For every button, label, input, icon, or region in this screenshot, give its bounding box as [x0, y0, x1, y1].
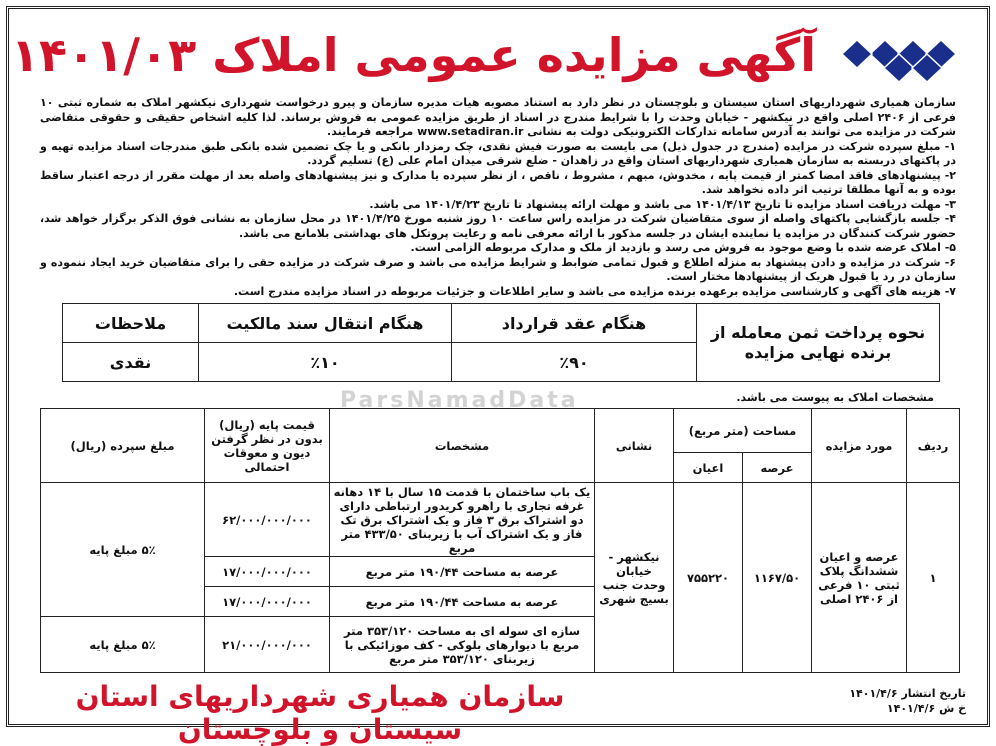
property-address: نیکشهر - خیابان وحدت جنب بسیج شهری: [595, 483, 674, 673]
notes-header: ملاحظات: [63, 304, 199, 343]
col-building-header: اعیان: [674, 453, 743, 483]
notice-title: آگهی مزایده عمومی املاک ۱۴۰۱/۰۳: [10, 28, 816, 82]
publish-dates: [849, 686, 966, 716]
spec-line: عرصه به مساحت ۱۹۰/۴۴ متر مربع: [330, 587, 595, 617]
spec-line: سازه ای سوله ای به مساحت ۳۵۳/۱۲۰ متر مربع با دیوارهای بلوکی - کف موزائیکی با زیربنای ۳۵۳/۱۲۰ متر مربع: [330, 617, 595, 673]
code-date: خ ش ۱۴۰۱/۴/۶: [886, 702, 966, 715]
issuer-name: سازمان همیاری شهرداریهای استان سیستان و بلوچستان: [75, 680, 565, 746]
col-land-header: عرصه: [743, 453, 812, 483]
condition-3: ۳- مهلت دریافت اسناد مزایده تا تاریخ ۱۴۰۱/۴/۱۳ می باشد و مهلت ارائه پیشنهاد تا تاریخ ۱۴۰۱/۴/۲۳ می باشد.: [369, 197, 956, 211]
col-item-header: مورد مزایده: [812, 409, 907, 483]
col-address-header: نشانی: [595, 409, 674, 483]
payment-terms-table: [62, 303, 940, 382]
transfer-share: ٪۱۰: [199, 343, 452, 382]
contract-share: ٪۹۰: [452, 343, 697, 382]
condition-4: ۴- جلسه بازگشایی پاکتهای واصله از سوی متقاضیان شرکت در مزایده راس ساعت ۱۰ روز شنبه مورخ ۱۴۰۱/۴/۲۵ در محل سازمان به نشانی فوق الذکر برگزار خواهد شد، حضور شرکت کنندگان در مزایده یا نماینده ایشان در جلسه مذکور با ارائه معرفی نامه و رعایت پروتکل های بهداشتی بلامانع می باشد.: [40, 212, 956, 240]
col-deposit-header: مبلغ سپرده (ریال): [41, 409, 205, 483]
watermark: ParsNamadData: [340, 388, 579, 413]
condition-6: ۶- شرکت در مزایده و دادن پیشنهاد به منزله اطلاع و قبول تمامی ضوابط و شرایط مزایده می باشد و صرف شرکت در مزایده حقی را برای متقاضیان خرید ایجاد ننموده و سازمان در رد یا قبول هریک از پیشنهادها مختار است.: [40, 255, 956, 283]
deposit-amount: ۵٪ مبلغ پایه: [41, 617, 205, 673]
building-area: ۷۵۵۲۲۰: [674, 483, 743, 673]
col-price-header: قیمت پایه (ریال) بدون در نظر گرفتن دیون و معوقات احتمالی: [205, 409, 330, 483]
base-price: ۶۲/۰۰۰/۰۰۰/۰۰۰: [205, 483, 330, 557]
deposit-amount: ۵٪ مبلغ پایه: [41, 483, 205, 617]
publish-date: تاریخ انتشار ۱۴۰۱/۴/۶: [849, 687, 966, 700]
land-area: ۱۱۶۷/۵۰: [743, 483, 812, 673]
contract-header: هنگام عقد قرارداد: [452, 304, 697, 343]
condition-1: ۱- مبلغ سپرده شرکت در مزایده (مندرج در جدول ذیل) می بایست به صورت فیش نقدی، چک رمزدار بانکی و یا چک تضمین شده بانکی طبق مندرجات اسناد مزایده تهیه و در پاکتهای دربسته به سازمان همیاری شهرداریهای استان واقع در زاهدان - ضلع شرقی میدان امام علی (ع) تسلیم گردد.: [40, 139, 956, 167]
specs-note: مشخصات املاک به پیوست می باشد.: [736, 391, 934, 404]
base-price: ۱۷/۰۰۰/۰۰۰/۰۰۰: [205, 587, 330, 617]
auction-item: عرصه و اعیان ششدانگ پلاک ثبتی ۱۰ فرعی از ۲۴۰۶ اصلی: [812, 483, 907, 673]
base-price: ۱۷/۰۰۰/۰۰۰/۰۰۰: [205, 557, 330, 587]
spec-line: عرصه به مساحت ۱۹۰/۴۴ متر مربع: [330, 557, 595, 587]
condition-2: ۲- پیشنهادهای فاقد امضا کمتر از قیمت پایه ، مخدوش، مبهم ، مشروط ، ناقص ، از نظر سپرده یا مدارک و نیز پیشنهادهای واصله بعد از مهلت مقرر از درجه اعتبار ساقط بوده و به آنها مطلقا ترتیب اثر داده نخواهد شد.: [40, 168, 956, 196]
condition-5: ۵- املاک عرضه شده با وضع موجود به فروش می رسد و بازدید از ملک و مدارک مربوطه الزامی است.: [410, 241, 956, 254]
col-area-header: مساحت (متر مربع): [674, 409, 812, 453]
transfer-header: هنگام انتقال سند مالکیت: [199, 304, 452, 343]
property-table: [40, 408, 960, 673]
payment-notes: نقدی: [63, 343, 199, 382]
notice-body: [40, 96, 956, 299]
col-specs-header: مشخصات: [330, 409, 595, 483]
base-price: ۲۱/۰۰۰/۰۰۰/۰۰۰: [205, 617, 330, 673]
col-row-header: ردیف: [907, 409, 960, 483]
payment-method-header: نحوه پرداخت ثمن معامله از برنده نهایی مزایده: [697, 304, 940, 382]
row-number: ۱: [907, 483, 960, 673]
intro-paragraph: سازمان همیاری شهرداریهای استان سیستان و بلوچستان در نظر دارد به استناد مصوبه هیات مدیره سازمان و پیرو درخواست شهرداری نیکشهر املاک به شماره ثبتی ۱۰ فرعی از ۲۴۰۶ اصلی واقع در نیکشهر - خیابان وحدت را با شرایط مندرج در اسناد از طریق مزایده عمومی به فروش برساند. لذا کلیه اشخاص حقیقی و حقوقی متقاضی شرکت در مزایده می توانند به آدرس سامانه تدارکات الکترونیکی دولت به نشانی www.setadiran.ir مراجعه فرمایند.: [40, 96, 956, 138]
condition-7: ۷- هزینه های آگهی و کارشناسی مزایده برعهده برنده مزایده می باشد و سایر اطلاعات و جزئیات مربوطه در اسناد مزایده مندرج است.: [233, 284, 956, 298]
spec-line: یک باب ساختمان با قدمت ۱۵ سال با ۱۴ دهانه غرفه تجاری با راهرو کریدور ارتباطی دارای دو اشتراک برق ۳ فاز و یک اشتراک برق تک فاز و یک اشتراک آب با زیربنای ۴۳۳/۵۰ متر مربع: [330, 483, 595, 557]
organization-logo-icon: [840, 24, 958, 86]
